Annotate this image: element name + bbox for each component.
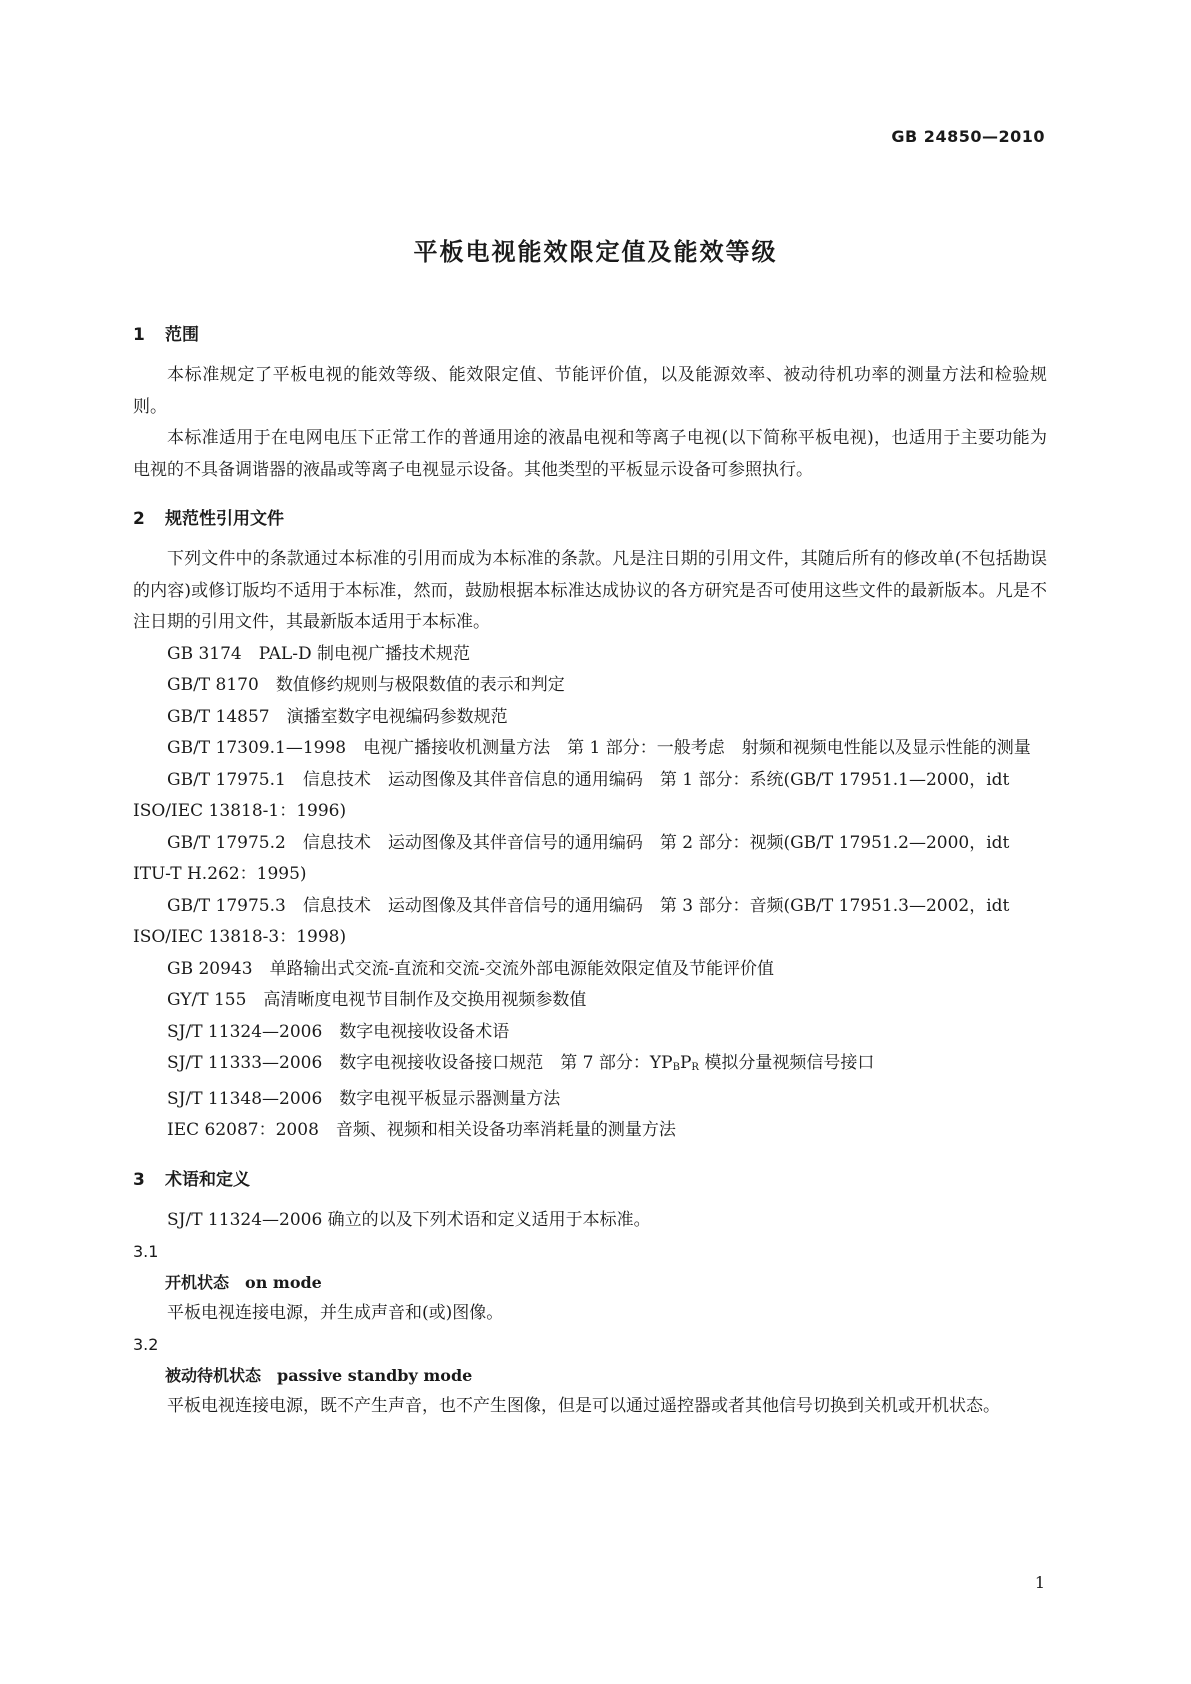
term-definition: 平板电视连接电源，并生成声音和(或)图像。 [167,1303,504,1323]
term-zh: 开机状态 [165,1273,230,1292]
reference-title: 数字电视接收设备术语 [339,1021,510,1042]
term-definition: 平板电视连接电源，既不产生声音，也不产生图像，但是可以通过遥控器或者其他信号切换到关机或开机状态。 [167,1396,1000,1416]
reference-code: GB/T 8170 [167,675,259,695]
reference-code: GY/T 155 [167,990,247,1010]
reference-title: 数值修约规则与极限数值的表示和判定 [275,675,565,695]
term-en: passive standby mode [277,1366,473,1385]
reference-title-text: 模拟分量视频信号接口 [698,1053,875,1073]
paragraph: 下列文件中的条款通过本标准的引用而成为本标准的条款。凡是注日期的引用文件，其随后所有的修改单(不包括勘误的内容)或修订版均不适用于本标准，然而，鼓励根据本标准达成协议的各方研究是否可使用这些文件的最新版本。凡是不注日期的引用文件，其最新版本适用于本标准。 [133,549,1047,632]
section-title: 范围 [165,325,199,345]
reference-code: GB/T 14857 [167,706,270,727]
term-number: 3.2 [133,1335,159,1354]
reference-title: PAL-D 制电视广播技术规范 [258,643,470,664]
reference-code: GB/T 17975.1 [167,769,286,790]
section-number: 1 [133,325,145,345]
reference-item [133,828,1047,891]
paragraph: SJ/T 11324—2006 确立的以及下列术语和定义适用于本标准。 [167,1209,651,1230]
term-zh: 被动待机状态 [165,1366,262,1385]
reference-title [339,1053,874,1073]
reference-code: GB 3174 [167,643,242,664]
reference-code: SJ/T 11348—2006 [167,1088,323,1109]
subscript: R [691,1062,699,1073]
section-number: 3 [133,1169,145,1190]
reference-title: 信息技术 运动图像及其伴音信息的通用编码 第 1 部分：系统(GB/T 17951.1—2000，idt ISO/IEC 13818-1：1996) [133,769,1010,821]
reference-item [133,733,1047,765]
standard-code: GB 24850—2010 [891,127,1045,146]
reference-item [133,891,1047,954]
reference-item [133,985,1047,1017]
reference-title: 信息技术 运动图像及其伴音信号的通用编码 第 2 部分：视频(GB/T 17951.2—2000，idt ITU-T H.262：1995) [133,832,1010,884]
subscript: B [672,1062,680,1073]
reference-code: IEC 62087：2008 [167,1120,319,1140]
section-heading-scope [133,320,1047,350]
reference-title: 电视广播接收机测量方法 第 1 部分：一般考虑 射频和视频电性能以及显示性能的测量 [363,738,1031,758]
reference-item [133,1017,1047,1049]
section-heading-normative-references [133,504,1047,534]
section-number: 2 [133,509,145,529]
reference-item [133,1115,1047,1147]
reference-title-text: P [679,1053,692,1073]
reference-item [133,639,1047,671]
section-title: 规范性引用文件 [165,509,284,529]
document-body [133,320,1047,1422]
reference-item [133,765,1047,828]
paragraph: 本标准适用于在电网电压下正常工作的普通用途的液晶电视和等离子电视(以下简称平板电视)，也适用于主要功能为电视的不具备调谐器的液晶或等离子电视显示设备。其他类型的平板显示设备可参照执行。 [133,428,1047,480]
reference-title: 数字电视平板显示器测量方法 [339,1088,561,1109]
term-heading [133,1267,1047,1298]
page-number: 1 [1034,1573,1045,1592]
reference-item [133,1084,1047,1116]
section-title: 术语和定义 [165,1169,250,1190]
reference-title: 音频、视频和相关设备功率消耗量的测量方法 [335,1120,676,1140]
reference-code: SJ/T 11333—2006 [167,1053,323,1073]
reference-code: SJ/T 11324—2006 [167,1021,323,1042]
reference-item [133,670,1047,702]
document-title: 平板电视能效限定值及能效等级 [413,238,778,266]
term-heading [133,1360,1047,1391]
reference-code: GB 20943 [167,958,253,979]
term-en: on mode [245,1273,322,1292]
reference-title: 高清晰度电视节目制作及交换用视频参数值 [263,990,587,1010]
reference-code: GB/T 17309.1—1998 [167,738,347,758]
paragraph: 本标准规定了平板电视的能效等级、能效限定值、节能评价值，以及能源效率、被动待机功率的测量方法和检验规则。 [133,365,1047,417]
section-heading-terms [133,1165,1047,1195]
reference-title: 演播室数字电视编码参数规范 [286,706,508,727]
reference-title: 单路输出式交流-直流和交流-交流外部电源能效限定值及节能评价值 [269,958,775,979]
reference-code: GB/T 17975.2 [167,832,286,853]
reference-title: 信息技术 运动图像及其伴音信号的通用编码 第 3 部分：音频(GB/T 17951.3—2002，idt ISO/IEC 13818-3：1998) [133,895,1010,947]
reference-item [133,954,1047,986]
reference-code: GB/T 17975.3 [167,895,286,916]
reference-title-text: 数字电视接收设备接口规范 第 7 部分：YP [339,1053,673,1073]
reference-item [133,702,1047,734]
term-number: 3.1 [133,1242,159,1261]
reference-item [133,1048,1047,1084]
